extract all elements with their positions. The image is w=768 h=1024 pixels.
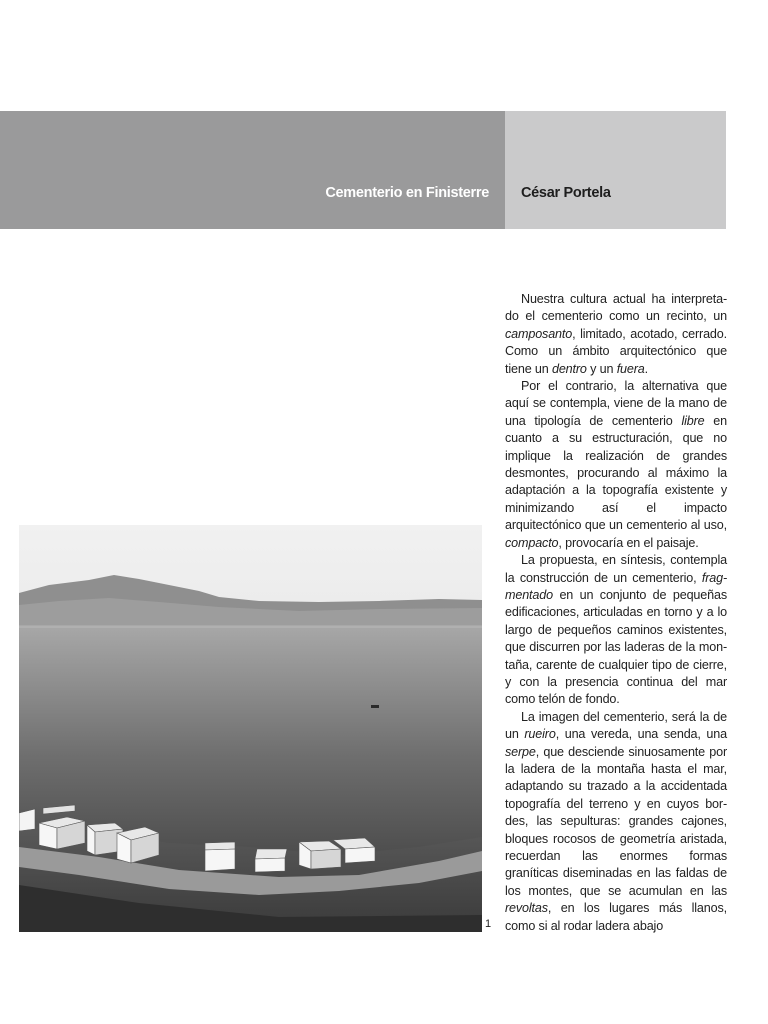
paragraph-1 — [505, 291, 727, 378]
author-name: César Portela — [521, 185, 611, 201]
header-title-panel — [0, 111, 505, 229]
text-run: , provocaría en el paisaje. — [558, 535, 699, 550]
italic-run: dentro — [551, 361, 587, 376]
text-run: La imagen del cementerio, será la de un — [505, 709, 727, 742]
coastal-photo — [19, 525, 482, 932]
italic-run: frag-mentado — [505, 570, 727, 602]
project-title: Cementerio en Finisterre — [325, 185, 489, 201]
text-run: , una vereda, una senda, una — [555, 727, 727, 742]
header-band — [0, 111, 726, 229]
text-run: en cuanto a su estructuración, que no implique la realización de grandes desmontes, procurando al máximo la adaptación a la topografía existente y minimizando así el impacto arquitectónico que un cementerio al uso, — [505, 413, 728, 533]
text-run: y un — [586, 361, 617, 376]
text-run: La propuesta, en síntesis, contempla la construcción de un cementerio, — [505, 553, 727, 585]
italic-run: rueiro — [524, 727, 556, 742]
italic-run: serpe — [505, 744, 536, 759]
figure-number: 1 — [485, 918, 492, 930]
text-run: , que desciende sinuosamente por la ladera de la montaña hasta el mar, adaptando su trazado a la accidentada topografía del terreno y en cuyos bor-des, las sepulturas: grandes cajones, bloques rocosos de geometría aristada, recuerdan las enormes formas graníticas diseminadas en las faldas de los montes, que se acumulan en las — [505, 744, 727, 898]
italic-run: compacto — [505, 535, 559, 550]
text-run: , limitado, acotado, cerrado. Como un ámbito arquitectónico que tiene un — [505, 326, 727, 376]
italic-run: camposanto — [505, 326, 573, 341]
italic-run: libre — [681, 413, 705, 428]
italic-run: revoltas — [505, 901, 548, 916]
paragraph-3 — [505, 552, 727, 709]
text-run: . — [644, 361, 649, 376]
header-author-panel — [505, 111, 726, 229]
text-run: , en los lugares más llanos, como si al rodar ladera abajo — [505, 901, 727, 933]
text-run: en un conjunto de pequeñas edificaciones, articuladas en torno y a lo largo de pequeños caminos existentes, que discurren por las laderas de la mon-taña, carente de cualquier tipo de cierre, y con la presencia continua del mar como telón de fondo. — [505, 587, 727, 707]
text-run: Nuestra cultura actual ha interpreta-do el cementerio como un recinto, un — [505, 292, 727, 324]
italic-run: fuera — [616, 361, 645, 376]
paragraph-4 — [505, 709, 727, 935]
paragraph-2 — [505, 378, 727, 552]
body-text — [505, 291, 727, 935]
text-run: Por el contrario, la alternativa que aquí se contempla, viene de la mano de una tipología de cementerio — [505, 379, 727, 428]
